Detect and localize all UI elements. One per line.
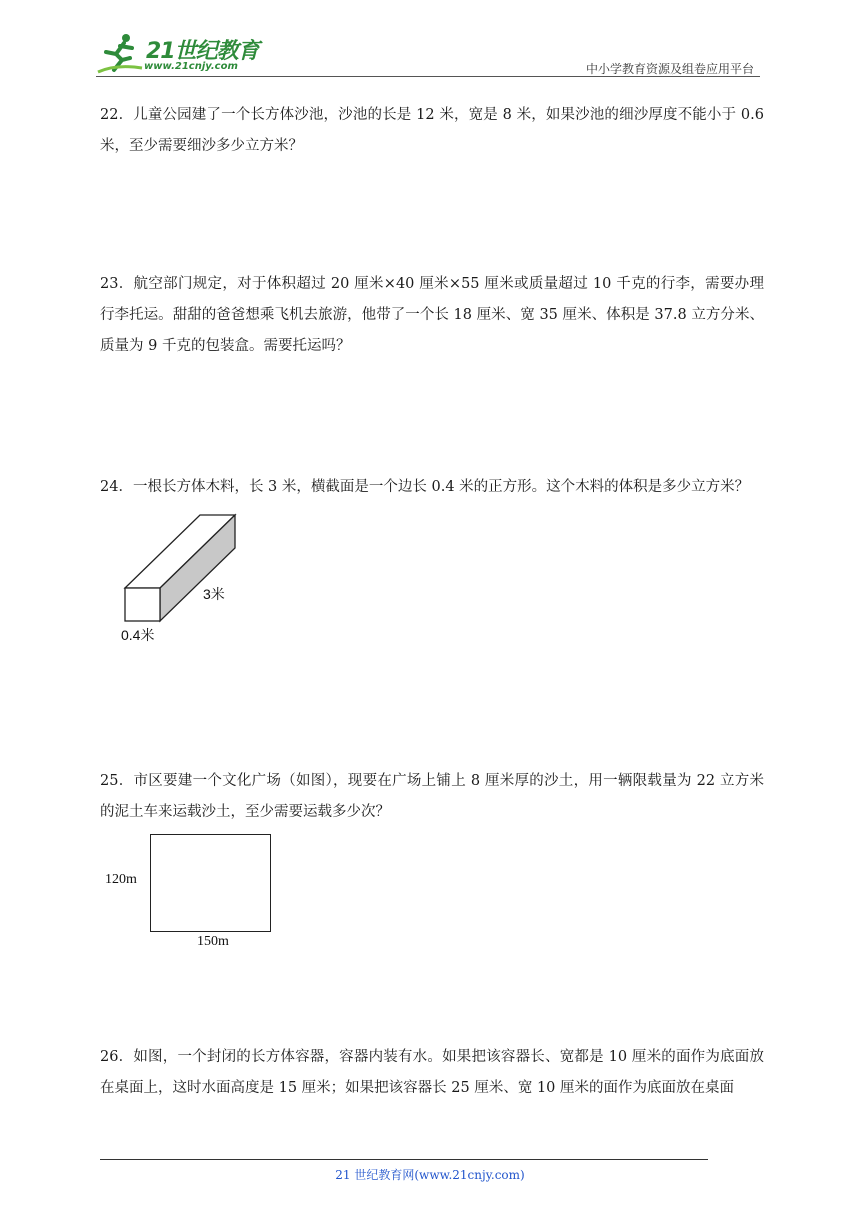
footer-divider	[100, 1159, 708, 1160]
site-logo[interactable]	[96, 30, 266, 76]
logo-text: 21世纪教育	[146, 39, 259, 64]
plaza-figure	[105, 832, 275, 952]
cuboid-length-label: 3米	[203, 586, 225, 602]
question-24: 24．一根长方体木料，长 3 米，横截面是一个边长 0.4 米的正方形。这个木料的体积是多少立方米？	[100, 479, 750, 495]
question-22: 22．儿童公园建了一个长方体沙池，沙池的长是 12 米，宽是 8 米，如果沙池的细沙厚度不能小于 0.6 米，至少需要细沙多少立方米？	[100, 107, 764, 154]
site-name: 中小学教育资源及组卷应用平台	[585, 62, 754, 76]
plaza-rectangle	[150, 834, 271, 932]
footer-link[interactable]: 21 世纪教育网(www.21cnjy.com)	[335, 1168, 525, 1182]
question-23: 23．航空部门规定，对于体积超过 20 厘米×40 厘米×55 厘米或质量超过 10 千克的行李，需要办理行李托运。甜甜的爸爸想乘飞机去旅游，他带了一个长 18 厘米、宽 35 厘米、体积是 37.8 立方分米、质量为 9 千克的包装盒。需要托运吗？	[100, 276, 764, 354]
plaza-width-label: 150m	[197, 934, 229, 949]
cuboid-side-label: 0.4米	[121, 627, 155, 643]
page-header	[96, 30, 760, 78]
question-26: 26．如图，一个封闭的长方体容器，容器内装有水。如果把该容器长、宽都是 10 厘米的面作为底面放在桌面上，这时水面高度是 15 厘米；如果把该容器长 25 厘米、宽 10 厘米的面作为底面放在桌面	[100, 1049, 764, 1096]
runner-logo-icon	[96, 30, 146, 76]
logo-url: www.21cnjy.com	[144, 61, 238, 72]
question-25: 25．市区要建一个文化广场（如图），现要在广场上铺上 8 厘米厚的沙土，用一辆限载量为 22 立方米的泥土车来运载沙土，至少需要运载多少次？	[100, 773, 764, 820]
plaza-height-label: 120m	[105, 872, 137, 887]
header-divider	[96, 76, 760, 77]
cuboid-figure	[118, 508, 248, 648]
